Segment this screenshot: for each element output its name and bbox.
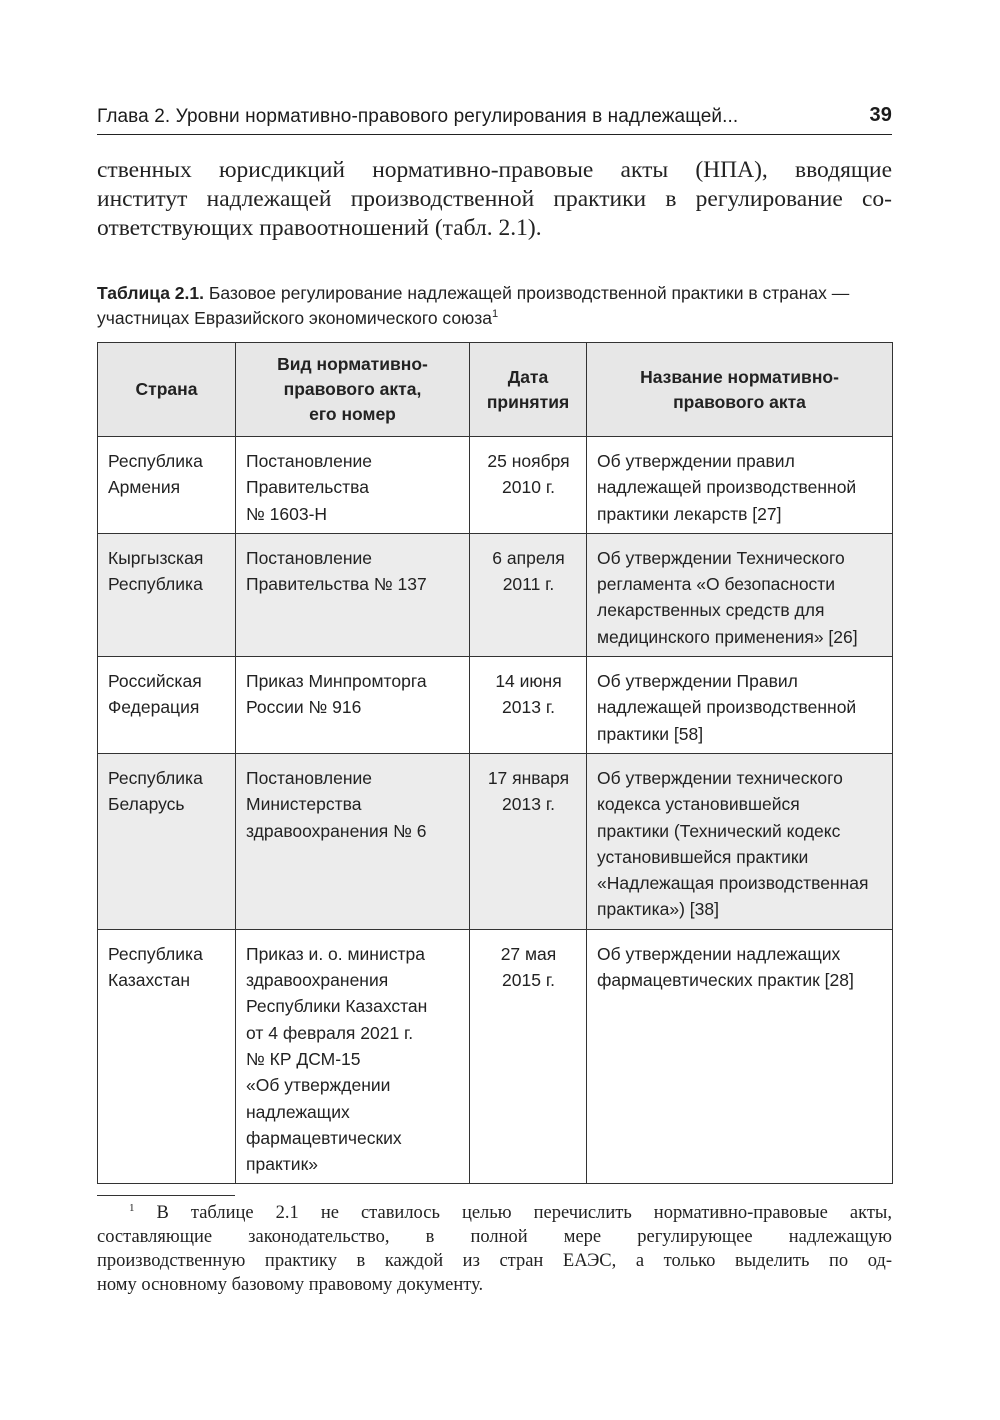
intro-line: институт надлежащей производственной практики в регулирование со-	[97, 186, 892, 212]
cell-text: Постановление	[246, 547, 373, 568]
cell-country	[98, 437, 236, 534]
cell-text: Республика	[108, 451, 203, 471]
footnote-text: производственную практику в каждой из стран ЕАЭС, а только выделить по од-	[97, 1251, 892, 1271]
cell-act-type	[236, 657, 470, 754]
cell-text: Республики Казахстан	[246, 996, 428, 1017]
page-number: 39	[869, 104, 892, 126]
intro-paragraph	[97, 156, 892, 243]
cell-act-name	[587, 929, 893, 1184]
cell-act-name	[587, 657, 893, 754]
footnote-divider	[97, 1195, 235, 1196]
cell-country	[98, 657, 236, 754]
header-act-name: Название нормативно- правового акта	[587, 343, 893, 437]
header-date: Дата принятия	[470, 343, 587, 437]
table-label: Таблица 2.1.	[97, 283, 204, 303]
cell-text: 2015 г.	[502, 970, 555, 991]
cell-text: практики [58]	[597, 723, 704, 744]
cell-text: № КР ДСМ-15	[246, 1048, 361, 1069]
cell-text: Беларусь	[108, 794, 185, 815]
cell-text: Об утверждении Технического	[597, 547, 845, 568]
cell-text: фармацевтических практик [28]	[597, 970, 854, 991]
table-caption	[97, 281, 892, 331]
cell-text: практики (Технический кодекс	[597, 820, 841, 841]
intro-line: ственных юрисдикций нормативно-правовые акты (НПА), вводящие	[97, 157, 892, 183]
cell-act-type	[236, 437, 470, 534]
cell-date	[470, 437, 587, 534]
cell-act-name	[587, 753, 893, 929]
cell-text: регламента «О безопасности	[597, 574, 836, 595]
cell-text: Республика	[108, 943, 203, 964]
cell-date	[470, 533, 587, 656]
cell-text: 2011 г.	[502, 574, 555, 595]
cell-date	[470, 753, 587, 929]
cell-text: 27 мая	[500, 943, 557, 964]
table-row	[98, 929, 893, 1184]
cell-text: Правительства	[246, 477, 370, 498]
cell-text: Казахстан	[108, 970, 191, 991]
cell-text: лекарственных средств для	[597, 600, 825, 621]
cell-text: Кыргызская	[108, 547, 204, 568]
cell-text: «Надлежащая производственная	[597, 873, 869, 894]
cell-text: Армения	[108, 477, 181, 498]
cell-text: 25 ноября	[487, 451, 570, 471]
cell-text: Постановление	[246, 767, 373, 788]
cell-text: России № 916	[246, 697, 362, 718]
cell-text: Российская	[108, 671, 202, 692]
cell-text: Министерства	[246, 794, 362, 815]
cell-date	[470, 657, 587, 754]
running-head	[97, 100, 892, 135]
cell-act-type	[236, 533, 470, 656]
cell-text: надлежащей производственной	[597, 477, 857, 498]
cell-date	[470, 929, 587, 1184]
intro-line: ответствующих правоотношений (табл. 2.1).	[97, 215, 542, 241]
cell-text: 2010 г.	[502, 477, 555, 498]
cell-country	[98, 533, 236, 656]
cell-text: здравоохранения	[246, 970, 389, 991]
header-act-type: Вид нормативно- правового акта, его номер	[236, 343, 470, 437]
cell-text: Об утверждении правил	[597, 451, 795, 471]
footnote	[97, 1201, 892, 1297]
cell-text: здравоохранения № 6	[246, 820, 427, 841]
cell-text: кодекса установившейся	[597, 794, 800, 815]
table-row	[98, 437, 893, 534]
cell-text: 14 июня	[495, 671, 562, 692]
cell-text: Приказ и. о. министра	[246, 943, 425, 964]
table-row	[98, 533, 893, 656]
cell-country	[98, 929, 236, 1184]
cell-text: Республика	[108, 767, 203, 788]
cell-text: Постановление	[246, 451, 373, 471]
cell-text: надлежащих	[246, 1101, 350, 1122]
cell-act-name	[587, 533, 893, 656]
cell-text: практики лекарств [27]	[597, 503, 782, 524]
cell-text: Республика	[108, 574, 203, 595]
cell-text: фармацевтических	[246, 1127, 402, 1148]
cell-text: № 1603-Н	[246, 503, 328, 524]
cell-text: 2013 г.	[502, 794, 555, 815]
footnote-text: составляющие законодательство, в полной мере регулирующее надлежащую	[97, 1227, 892, 1247]
table-row	[98, 753, 893, 929]
table-row	[98, 657, 893, 754]
caption-text: участницах Евразийского экономического союза	[97, 308, 492, 328]
cell-text: медицинского применения» [26]	[597, 626, 858, 647]
cell-text: Федерация	[108, 697, 200, 718]
cell-country	[98, 753, 236, 929]
cell-text: Об утверждении Правил	[597, 671, 798, 692]
cell-text: «Об утверждении	[246, 1075, 391, 1096]
cell-text: установившейся практики	[597, 846, 809, 867]
cell-text: Об утверждении технического	[597, 767, 843, 788]
cell-text: 2013 г.	[502, 697, 555, 718]
cell-text: Правительства № 137	[246, 574, 427, 595]
cell-text: 6 апреля	[492, 547, 565, 568]
cell-act-name	[587, 437, 893, 534]
cell-text: Об утверждении надлежащих	[597, 943, 841, 964]
cell-text: от 4 февраля 2021 г.	[246, 1022, 414, 1043]
footnote-text: В таблице 2.1 не ставилось целью перечислить нормативно-правовые акты,	[134, 1203, 892, 1223]
caption-text: Базовое регулирование надлежащей производственной практики в странах —	[204, 283, 850, 303]
cell-act-type	[236, 929, 470, 1184]
cell-act-type	[236, 753, 470, 929]
cell-text: практик»	[246, 1154, 318, 1175]
footnote-text: ному основному базовому правовому документу.	[97, 1275, 484, 1295]
chapter-title: Глава 2. Уровни нормативно-правового регулирования в надлежащей...	[97, 106, 739, 127]
cell-text: надлежащей производственной	[597, 697, 857, 718]
footnote-ref: 1	[491, 308, 499, 321]
footnote-mark: 1	[129, 1201, 135, 1214]
header-country: Страна	[98, 343, 236, 437]
cell-text: практика») [38]	[597, 899, 719, 920]
cell-text: 17 января	[487, 767, 570, 788]
cell-text: Приказ Минпромторга	[246, 671, 427, 692]
table-header-row	[98, 343, 893, 437]
regulation-table	[97, 342, 893, 1184]
